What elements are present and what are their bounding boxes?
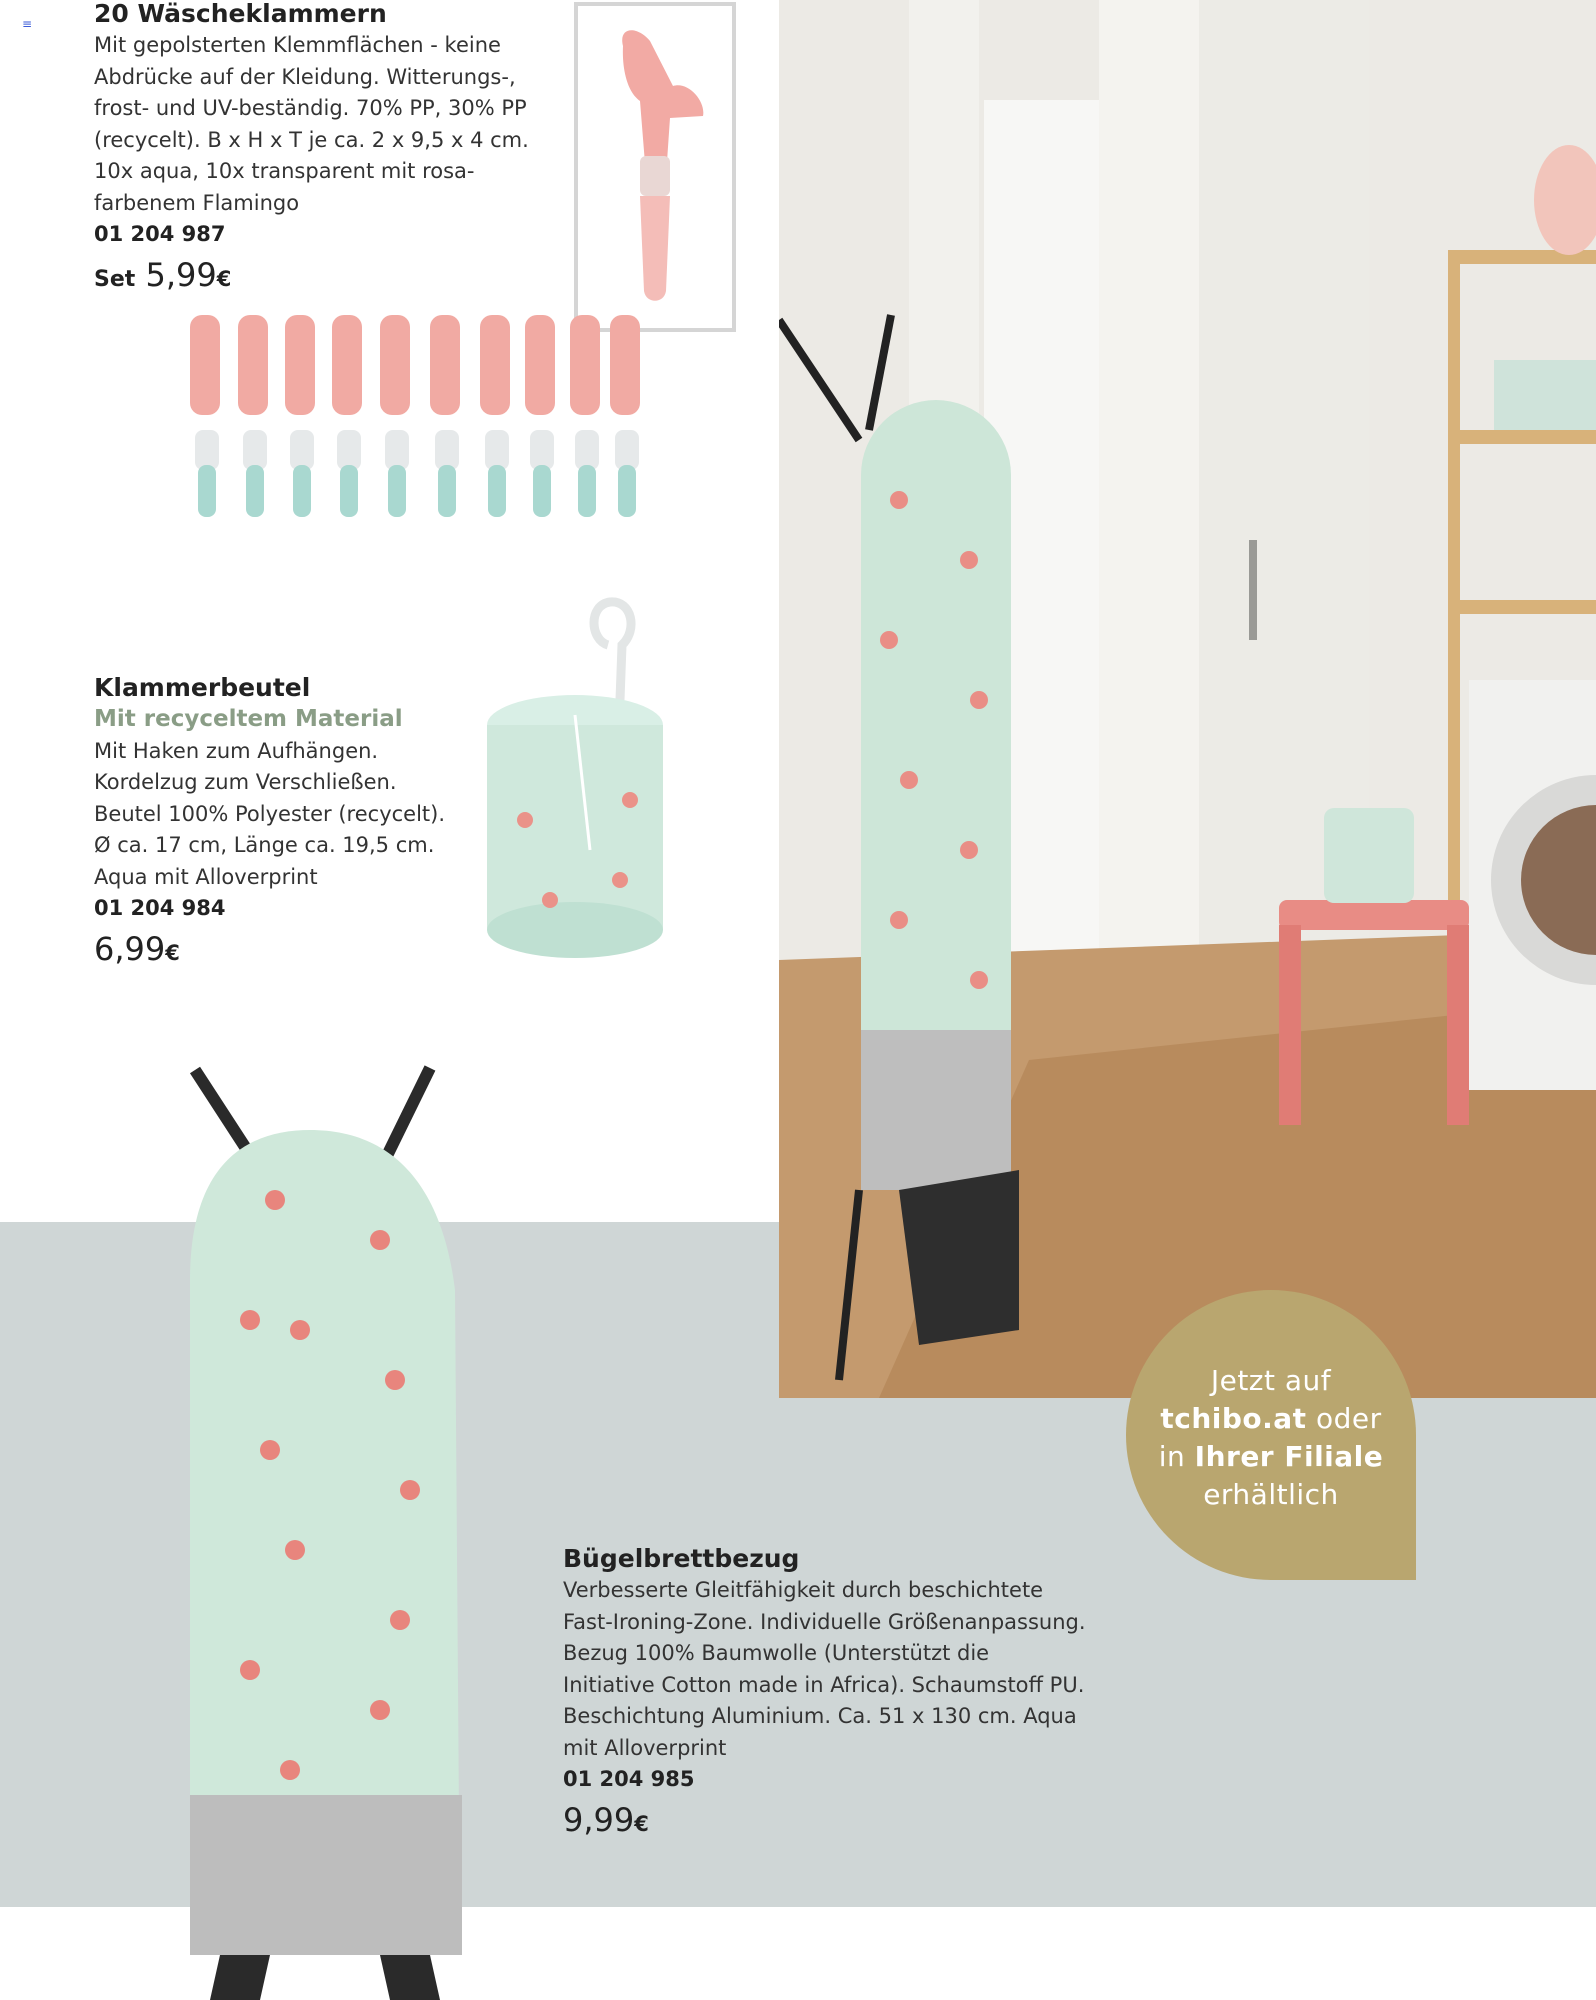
pegs-desc-line: 10x aqua, 10x transparent mit rosa- [94,159,475,183]
bag-article-number: 01 204 984 [94,896,226,920]
badge-store: Ihrer Filiale [1194,1440,1384,1473]
pegs-price-value: 5,99 [145,255,217,294]
badge-line-3-pre: in [1158,1440,1195,1473]
bag-description [94,736,494,894]
availability-badge [1126,1290,1416,1580]
cover-desc-line: Verbesserte Gleitfähigkeit durch beschichtete [563,1578,1044,1602]
pegs-article-number: 01 204 987 [94,222,226,246]
pegs-desc-line: Mit gepolsterten Klemmflächen - keine [94,33,501,57]
pegs-title: 20 Wäscheklammern [94,0,387,28]
cover-product-text [563,1543,1103,1844]
bag-subtitle: Mit recyceltem Material [94,706,403,732]
badge-line-2 [1126,1400,1416,1438]
bag-desc-line: Beutel 100% Polyester (recycelt). [94,801,446,826]
cover-desc-line: Beschichtung Aluminium. Ca. 51 x 130 cm. Aqua [563,1704,1077,1728]
cover-desc-line: Bezug 100% Baumwolle (Unterstützt die [563,1641,990,1665]
cover-desc-line: Fast-Ironing-Zone. Individuelle Größenanpassung. [563,1609,1086,1634]
room-photo-illustration [779,0,1596,1398]
bag-desc-line: Ø ca. 17 cm, Länge ca. 19,5 cm. [94,833,435,857]
bag-title: Klammerbeutel [94,673,311,702]
pegs-desc-line: Abdrücke auf der Kleidung. Witterungs-, [94,64,516,89]
cover-description [563,1575,1103,1764]
pegs-set-image [180,305,660,525]
bag-price-value: 6,99 [94,929,166,968]
badge-website: tchibo.at [1160,1402,1307,1435]
bag-product-text [94,672,494,973]
badge-line-4: erhältlich [1203,1478,1339,1511]
pegs-price-unit: Set [94,266,136,292]
bag-desc-line: Aqua mit Alloverprint [94,864,318,889]
pegs-desc-line: (recycelt). B x H x T je ca. 2 x 9,5 x 4 cm. [94,127,529,152]
cover-desc-line: Initiative Cotton made in Africa). Schaumstoff PU. [563,1672,1085,1697]
bag-desc-line: Mit Haken zum Aufhängen. [94,738,379,763]
ironing-board-image [180,1050,480,2000]
cover-article-number: 01 204 985 [563,1767,695,1791]
bag-price-currency: € [165,940,180,965]
peg-bag-image [480,590,680,970]
bag-desc-line: Kordelzug zum Verschließen. [94,770,397,794]
badge-line-3 [1126,1438,1416,1476]
page-marker-icon: ≡ [22,17,33,31]
cover-title: Bügelbrettbezug [563,1544,800,1573]
badge-line-2-rest: oder [1306,1402,1382,1435]
pegs-price [94,255,554,300]
pegs-desc-line: frost- und UV-beständig. 70% PP, 30% PP [94,96,527,120]
pegs-desc-line: farbenem Flamingo [94,190,300,215]
cover-desc-line: mit Alloverprint [563,1735,727,1760]
pegs-price-currency: € [216,266,232,291]
pegs-description [94,30,554,219]
peg-detail-frame [574,2,736,332]
flamingo-peg-image [578,6,732,328]
cover-price-currency: € [634,1811,649,1836]
bag-price [94,929,494,973]
badge-line-1: Jetzt auf [1210,1364,1332,1397]
cover-price [563,1800,1103,1844]
room-photo [779,0,1596,1398]
pegs-product-text [94,0,554,300]
cover-price-value: 9,99 [563,1800,635,1839]
